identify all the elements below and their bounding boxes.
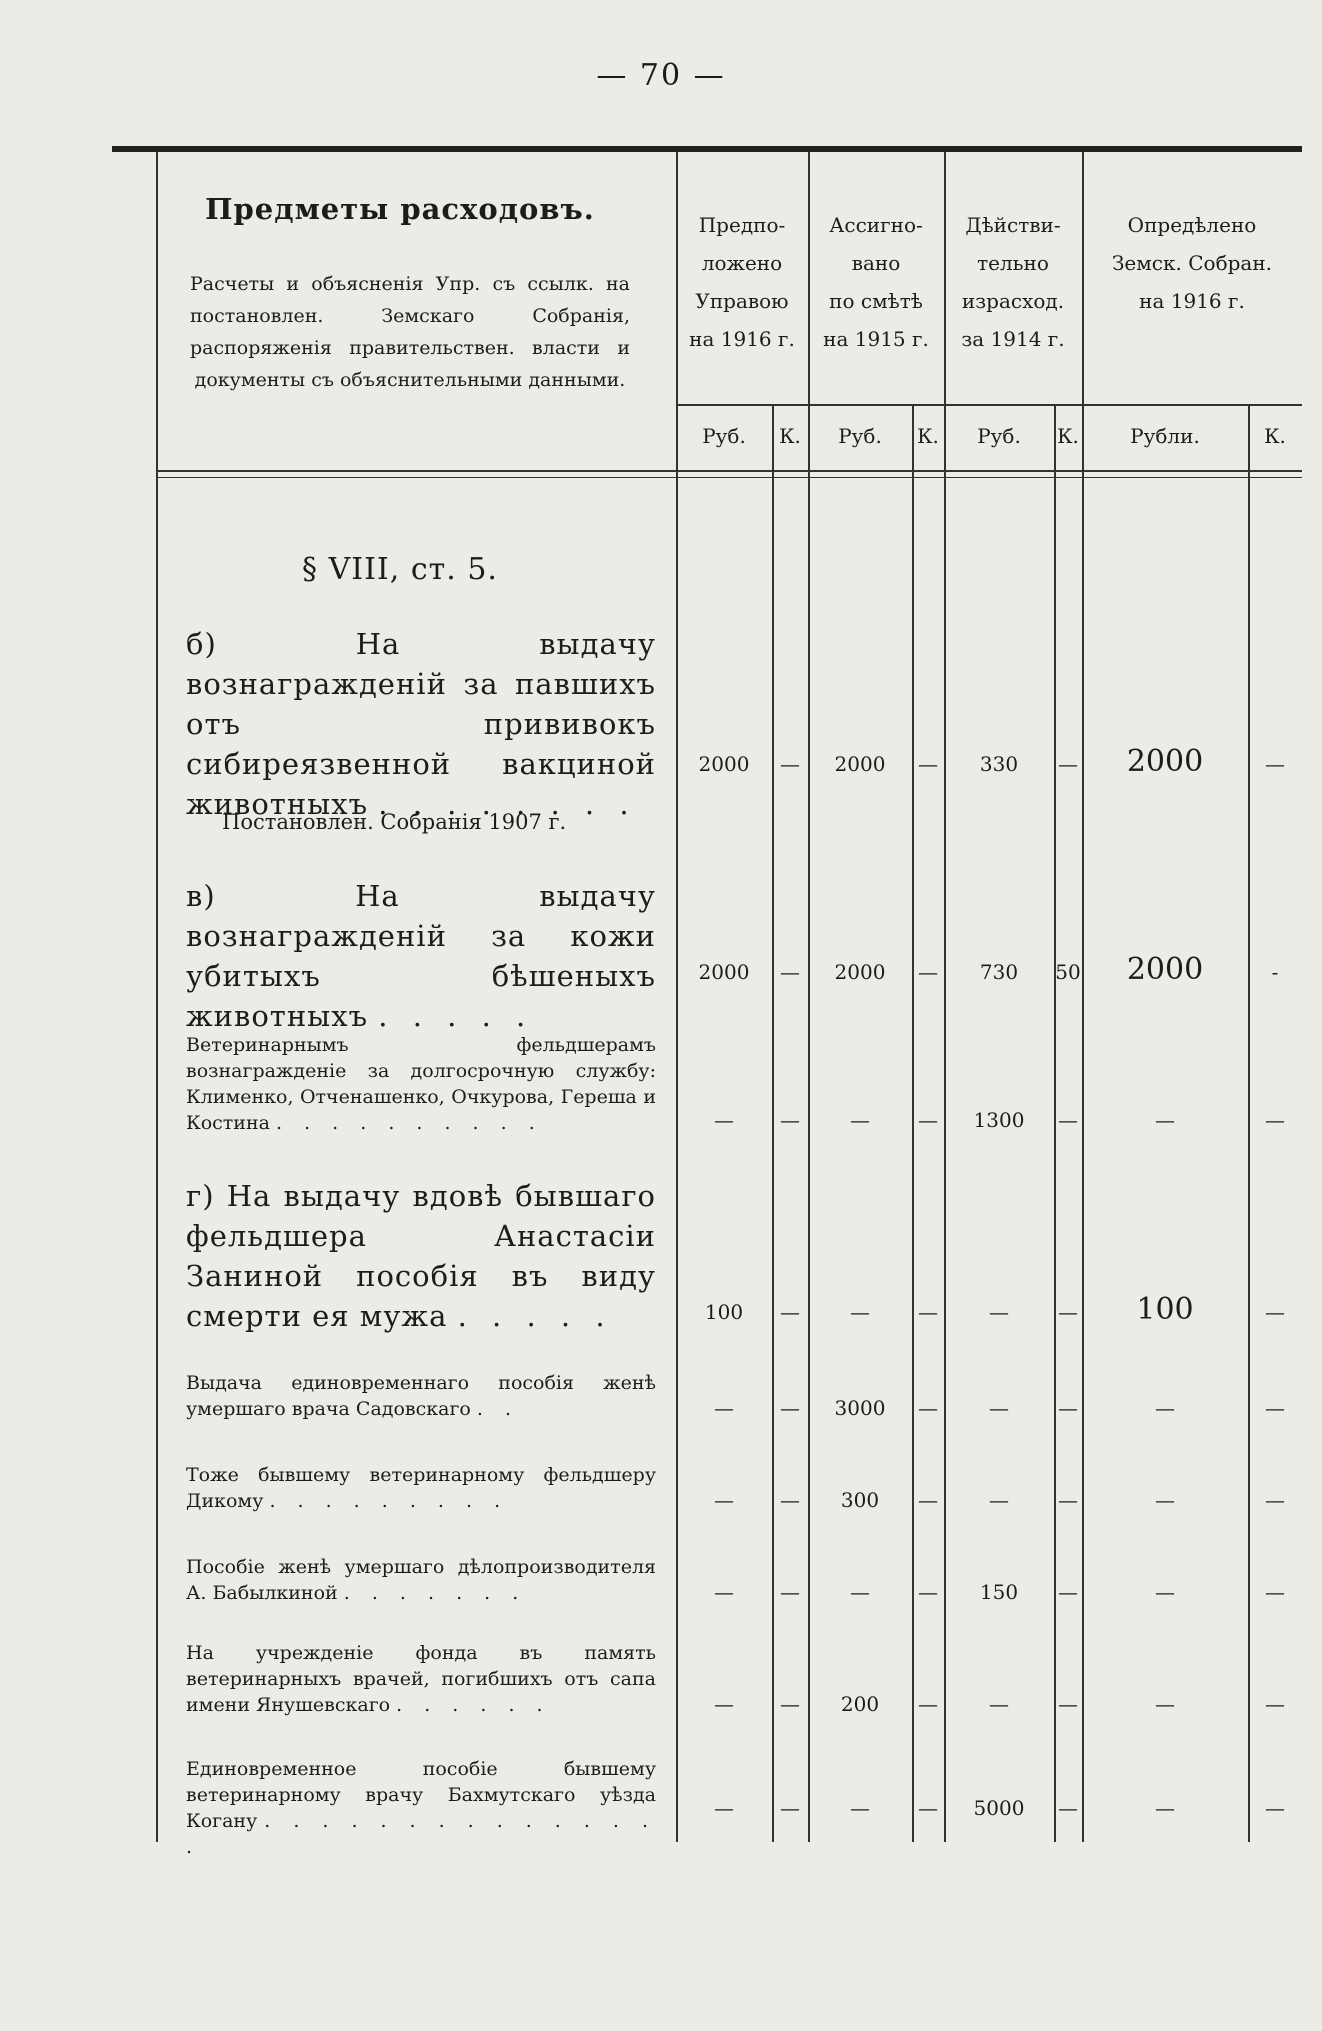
row-1-note: Постановлен. Собранія 1907 г.	[222, 810, 567, 834]
row-6-text: Тоже бывшему ветеринарному фельдшеру Дикому . . . . . . . . .	[186, 1464, 656, 1512]
row-4-value-5: —	[989, 1300, 1009, 1324]
row-7-value-1: —	[714, 1580, 734, 1604]
row-3-value-7: —	[1155, 1108, 1175, 1132]
row-4-value-3: —	[850, 1300, 870, 1324]
row-8-value-4: —	[918, 1692, 938, 1716]
row-9-value-7: —	[1155, 1796, 1175, 1820]
row-4-value-2: —	[780, 1300, 800, 1324]
row-6-value-5: —	[989, 1488, 1009, 1512]
row-9-value-5: 5000	[973, 1796, 1025, 1820]
header-unit-line	[676, 404, 1302, 406]
row-3-value-4: —	[918, 1108, 938, 1132]
page-number: — 70 —	[596, 58, 726, 93]
row-4-value-4: —	[918, 1300, 938, 1324]
row-5-value-1: —	[714, 1396, 734, 1420]
row-3-value-6: —	[1058, 1108, 1078, 1132]
row-1-value-1: 2000	[698, 752, 750, 776]
row-2-value-3: 2000	[834, 960, 886, 984]
row-7-value-8: —	[1265, 1580, 1285, 1604]
row-9-value-1: —	[714, 1796, 734, 1820]
row-4-text: г) На выдачу вдовѣ бывшаго фельдшера Анастасіи Заниной пособія въ виду смерти ея мужа . . . . .	[186, 1179, 656, 1333]
row-8-value-3: 200	[840, 1692, 880, 1716]
row-5-value-7: —	[1155, 1396, 1175, 1420]
row-8-value-8: —	[1265, 1692, 1285, 1716]
unit-rub-1: Руб.	[702, 424, 746, 448]
row-9-value-8: —	[1265, 1796, 1285, 1820]
top-rule	[112, 146, 1302, 152]
row-7-value-2: —	[780, 1580, 800, 1604]
column-head-determined: Опредѣлено Земск. Собран. на 1916 г.	[1111, 213, 1273, 313]
table-border-left	[156, 152, 158, 1842]
row-7-value-3: —	[850, 1580, 870, 1604]
row-3-value-8: —	[1265, 1108, 1285, 1132]
header-description: Расчеты и объясненія Упр. съ ссылк. на постановлен. Земскаго Собранія, распоряженія правительствен. власти и документы съ объяснительными данными.	[190, 273, 630, 391]
row-9-value-3: —	[850, 1796, 870, 1820]
row-4-value-7: 100	[1136, 1292, 1194, 1327]
row-3-text: Ветеринарнымъ фельдшерамъ вознагражденіе за долгосрочную службу: Клименко, Отченашенко, Очкурова, Гереша и Костина . . . . . . . . . .	[186, 1034, 656, 1134]
row-5-value-4: —	[918, 1396, 938, 1420]
section-title: § VIII, ст. 5.	[302, 552, 498, 587]
row-3-value-5: 1300	[973, 1108, 1025, 1132]
row-2-value-6: 50	[1055, 960, 1081, 984]
row-1-value-4: —	[918, 752, 938, 776]
unit-rub-2: Руб.	[838, 424, 882, 448]
row-5-value-2: —	[780, 1396, 800, 1420]
header-bottom-line-2	[156, 477, 1302, 478]
row-1-value-7: 2000	[1126, 744, 1204, 779]
row-7-text: Пособіе женѣ умершаго дѣлопроизводителя А. Бабылкиной . . . . . . .	[186, 1556, 656, 1604]
row-5-value-5: —	[989, 1396, 1009, 1420]
row-1-value-6: —	[1058, 752, 1078, 776]
row-3-value-2: —	[780, 1108, 800, 1132]
row-5-value-3: 3000	[834, 1396, 886, 1420]
row-2-value-2: —	[780, 960, 800, 984]
row-8-value-6: —	[1058, 1692, 1078, 1716]
header-bottom-line	[156, 470, 1302, 472]
row-1-value-5: 330	[979, 752, 1019, 776]
row-5-value-8: —	[1265, 1396, 1285, 1420]
row-2-value-1: 2000	[698, 960, 750, 984]
row-8-value-1: —	[714, 1692, 734, 1716]
row-4-value-8: —	[1265, 1300, 1285, 1324]
row-2-value-5: 730	[979, 960, 1019, 984]
row-6-value-1: —	[714, 1488, 734, 1512]
row-7-value-7: —	[1155, 1580, 1175, 1604]
row-5-text: Выдача единовременнаго пособія женѣ умершаго врача Садовскаго . .	[186, 1372, 656, 1420]
unit-kop-4: К.	[1264, 424, 1286, 448]
row-1-value-8: —	[1265, 752, 1285, 776]
row-9-text: Единовременное пособіе бывшему ветеринарному врачу Бахмутскаго уѣзда Когану . . . . . . . . . . . . . . .	[186, 1758, 656, 1858]
row-1-value-2: —	[780, 752, 800, 776]
row-4-value-6: —	[1058, 1300, 1078, 1324]
row-4-value-1: 100	[704, 1300, 744, 1324]
row-8-text: На учрежденіе фонда въ память ветеринарныхъ врачей, погибшихъ отъ сапа имени Янушевскаго . . . . . .	[186, 1642, 656, 1716]
row-7-value-5: 150	[979, 1580, 1019, 1604]
row-6-value-4: —	[918, 1488, 938, 1512]
row-8-value-5: —	[989, 1692, 1009, 1716]
row-9-value-6: —	[1058, 1796, 1078, 1820]
row-7-value-6: —	[1058, 1580, 1078, 1604]
row-7-value-4: —	[918, 1580, 938, 1604]
row-1-value-3: 2000	[834, 752, 886, 776]
unit-rub-4: Рубли.	[1130, 424, 1200, 448]
unit-kop-3: К.	[1057, 424, 1079, 448]
row-8-value-7: —	[1155, 1692, 1175, 1716]
row-3-value-3: —	[850, 1108, 870, 1132]
row-1-text: б) На выдачу вознагражденій за павшихъ отъ прививокъ сибиреязвенной вакциной животныхъ . . . . . . . .	[186, 627, 656, 821]
row-6-value-2: —	[780, 1488, 800, 1512]
row-9-value-4: —	[918, 1796, 938, 1820]
row-2-value-7: 2000	[1126, 952, 1204, 987]
header-title: Предметы расходовъ.	[205, 192, 595, 226]
row-2-value-4: —	[918, 960, 938, 984]
row-6-value-3: 300	[840, 1488, 880, 1512]
column-head-proposed: Предпо- ложено Управою на 1916 г.	[689, 213, 795, 351]
column-head-assigned: Ассигно- вано по смѣтѣ на 1915 г.	[823, 213, 929, 351]
unit-kop-1: К.	[779, 424, 801, 448]
row-6-value-7: —	[1155, 1488, 1175, 1512]
unit-rub-3: Руб.	[977, 424, 1021, 448]
row-6-value-6: —	[1058, 1488, 1078, 1512]
column-head-spent: Дѣйстви- тельно израсход. за 1914 г.	[961, 213, 1065, 351]
row-2-value-8: -	[1271, 960, 1279, 984]
row-8-value-2: —	[780, 1692, 800, 1716]
row-9-value-2: —	[780, 1796, 800, 1820]
row-3-value-1: —	[714, 1108, 734, 1132]
unit-kop-2: К.	[917, 424, 939, 448]
row-6-value-8: —	[1265, 1488, 1285, 1512]
row-2-text: в) На выдачу вознагражденій за кожи убитыхъ бѣшеныхъ животныхъ . . . . .	[186, 879, 656, 1033]
row-5-value-6: —	[1058, 1396, 1078, 1420]
